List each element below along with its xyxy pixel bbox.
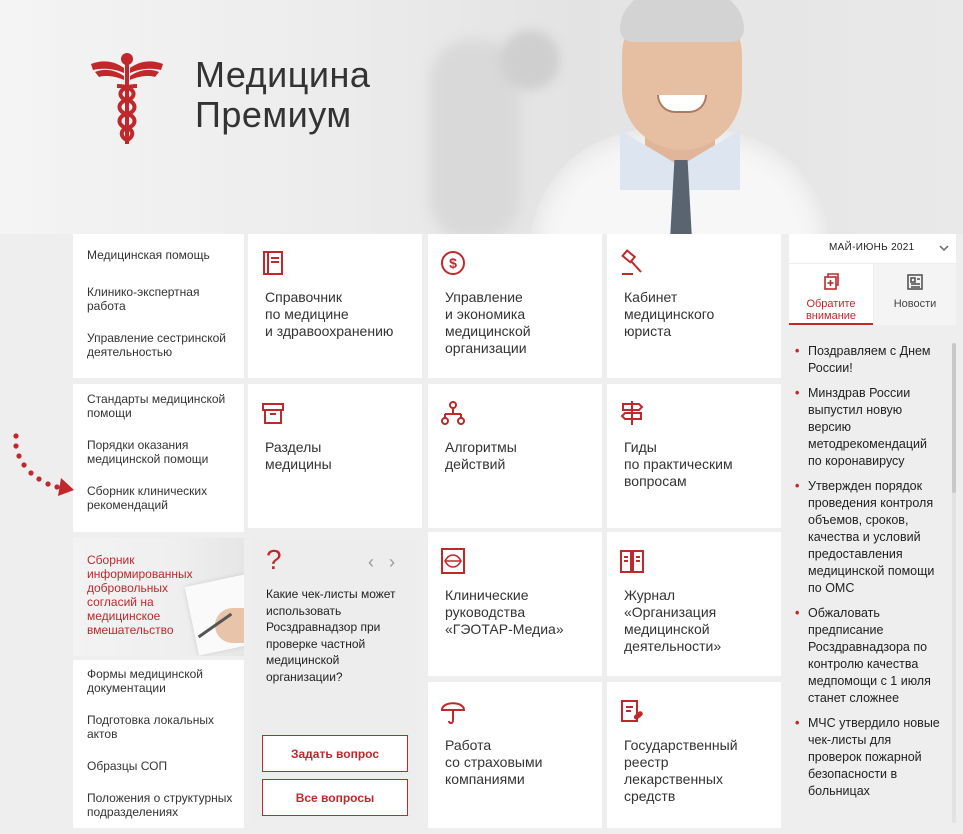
left-menu-group-1 (73, 234, 244, 378)
chevron-down-icon (939, 242, 949, 256)
left-menu-group-2 (73, 384, 244, 532)
tile-label: Работа со страховыми компаниями (445, 737, 543, 787)
tile-label: Алгоритмы действий (445, 439, 517, 472)
tile-practical-guides[interactable] (607, 384, 781, 528)
newspaper-icon (906, 273, 924, 291)
tile-reference-book[interactable] (248, 234, 422, 378)
left-menu-group-3 (73, 660, 244, 828)
tile-label: Гиды по практическим вопросам (624, 439, 733, 489)
left-menu-item[interactable]: Стандарты медицинской помощи (87, 392, 226, 420)
news-list (793, 343, 943, 808)
prev-question-button[interactable]: ‹ (368, 552, 374, 572)
tile-label: Справочник по медицине и здравоохранению (265, 289, 394, 339)
tile-medicine-sections[interactable] (248, 384, 422, 528)
left-menu-item[interactable]: Медицинская помощь (87, 248, 210, 262)
left-menu-item[interactable]: Положения о структурных подразделениях (87, 791, 233, 819)
news-scrollbar-thumb[interactable] (952, 343, 956, 493)
gavel-icon (619, 249, 645, 277)
geotar-logo-icon (440, 547, 466, 575)
tab-attention[interactable] (789, 264, 873, 325)
tab-news[interactable] (874, 264, 956, 325)
pills-icon (619, 697, 645, 725)
tile-management-economics[interactable] (428, 234, 602, 378)
question-text[interactable]: Какие чек-листы может использовать Росздравнадзор при проверке частной медицинской организации? (266, 587, 396, 684)
add-document-icon (822, 273, 840, 291)
tile-label: Управление и экономика медицинской организации (445, 289, 531, 356)
pointer-arrow-icon (8, 430, 78, 505)
tile-label: Государственный реестр лекарственных средств (624, 737, 738, 804)
promo-banner[interactable] (73, 538, 244, 656)
question-card (252, 538, 417, 821)
dollar-icon (440, 249, 466, 277)
journal-icon (619, 547, 645, 575)
signpost-icon (619, 399, 645, 427)
tile-insurance-companies[interactable] (428, 682, 602, 828)
left-menu-item[interactable]: Подготовка локальных актов (87, 713, 214, 741)
caduceus-logo-icon[interactable] (91, 50, 163, 145)
period-label: МАЙ-ИЮНЬ 2021 (829, 242, 915, 253)
flowchart-icon (440, 399, 466, 427)
doctor-photo (530, 0, 830, 234)
tab-attention-label: Обратите внимание (805, 298, 857, 322)
news-item[interactable]: • МЧС утвердило новые чек-листы для проверок пожарной безопасности в больницах (793, 715, 943, 800)
tab-news-label: Новости (893, 298, 937, 310)
promo-text: Сборник информированных добровольных согласий на медицинское вмешательство (87, 553, 193, 637)
left-menu-item[interactable]: Формы медицинской документации (87, 667, 204, 695)
brand-name (195, 55, 370, 135)
brand-line-1: Медицина (195, 54, 371, 95)
left-menu-item[interactable]: Клинико-экспертная работа (87, 285, 200, 313)
brand-line-2: Премиум (195, 94, 352, 135)
left-menu-item[interactable]: Сборник клинических рекомендаций (87, 484, 208, 512)
svg-text:$: $ (449, 255, 457, 271)
tile-label: Разделы медицины (265, 439, 332, 472)
umbrella-icon (440, 697, 466, 725)
tile-action-algorithms[interactable] (428, 384, 602, 528)
news-item[interactable]: • Минздрав России выпустил новую версию методрекомендаций по коронавирусу (793, 385, 943, 470)
left-menu-item[interactable]: Порядки оказания медицинской помощи (87, 438, 209, 466)
news-item[interactable]: • Утвержден порядок проведения контроля объемов, сроков, качества и условий предоставления медицинской помощи по ОМС (793, 478, 943, 597)
left-menu-item[interactable]: Управление сестринской деятельностью (87, 331, 226, 359)
archive-box-icon (260, 399, 286, 427)
tile-lawyer-office[interactable] (607, 234, 781, 378)
tile-label: Журнал «Организация медицинской деятельности» (624, 587, 722, 654)
all-questions-button[interactable]: Все вопросы (262, 779, 408, 816)
ask-question-button[interactable]: Задать вопрос (262, 735, 408, 772)
period-selector[interactable] (789, 234, 956, 263)
book-icon (260, 249, 286, 277)
tile-label: Кабинет медицинского юриста (624, 289, 715, 339)
question-mark-icon: ? (266, 544, 282, 575)
next-question-button[interactable]: › (389, 552, 395, 572)
tile-drug-registry[interactable] (607, 682, 781, 828)
tile-label: Клинические руководства «ГЭОТАР-Медиа» (445, 587, 564, 637)
left-menu-item[interactable]: Образцы СОП (87, 759, 168, 773)
tile-clinical-guides-geotar[interactable] (428, 532, 602, 676)
news-item[interactable]: • Поздравляем с Днем России! (793, 343, 943, 377)
news-item[interactable]: • Обжаловать предписание Росздравнадзора по контролю качества медпомощи с 1 июля станет сложнее (793, 605, 943, 707)
tile-journal[interactable] (607, 532, 781, 676)
